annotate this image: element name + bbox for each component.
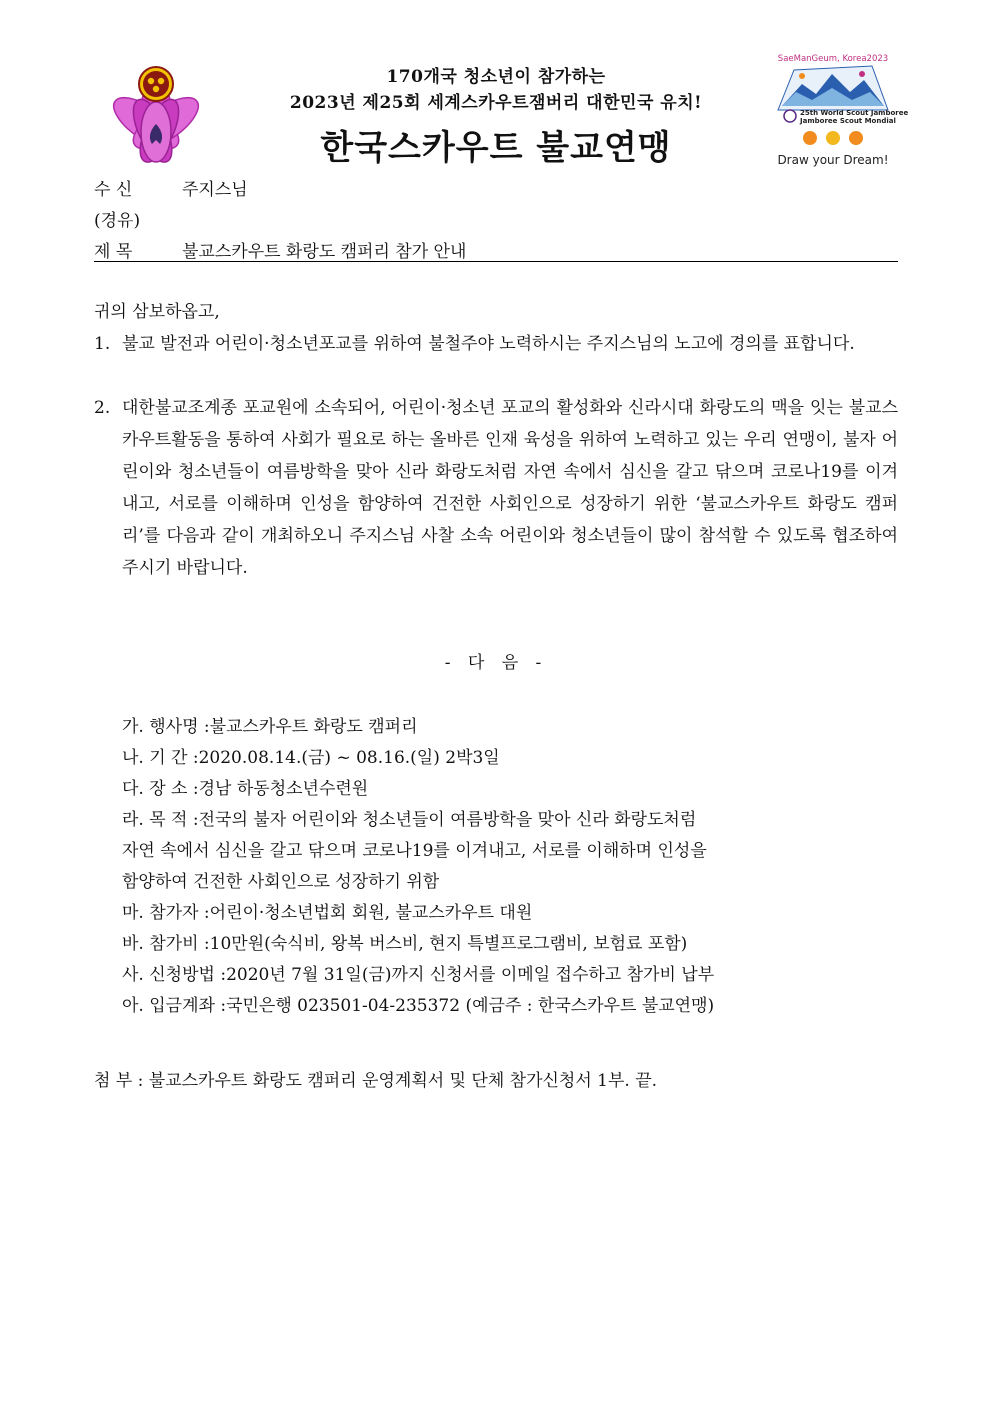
- subject-divider: [94, 261, 898, 262]
- jamboree-logo-line1: 25th World Scout Jamboree: [800, 109, 909, 117]
- recipient-label: 수 신: [94, 180, 133, 200]
- via-field: (경유): [94, 211, 141, 231]
- paragraph-1-text: 불교 발전과 어린이·청소년포교를 위하여 불철주야 노력하시는 주지스님의 노고에 경의를 표합니다.: [122, 334, 855, 354]
- jamboree-logo-slogan: Draw your Dream!: [777, 153, 889, 167]
- header-line-2: 2023년 제25회 세계스카우트잼버리 대한민국 유치!: [289, 93, 703, 113]
- list-item-name: [122, 712, 902, 743]
- item-key: 마. 참가자 :: [122, 903, 210, 923]
- paragraph-1: [94, 328, 898, 360]
- event-details-list: [122, 712, 902, 1022]
- org-title: 한국스카우트 불교연맹: [320, 128, 672, 168]
- paragraph-1-number: 1.: [94, 334, 111, 354]
- item-value: 경남 하동청소년수련원: [198, 779, 369, 799]
- subject-field: [94, 237, 466, 262]
- paragraph-2-number: 2.: [94, 398, 111, 418]
- attachment-line: 첨 부 : 불교스카우트 화랑도 캠퍼리 운영계획서 및 단체 참가신청서 1부. 끝.: [94, 1071, 658, 1091]
- item-value: 불교스카우트 화랑도 캠퍼리: [209, 717, 418, 737]
- list-item-purpose-cont-1: 자연 속에서 심신을 갈고 닦으며 코로나19를 이겨내고, 서로를 이해하며 인성을: [122, 841, 707, 861]
- jamboree-logo-top-text: SaeManGeum, Korea2023: [777, 54, 889, 64]
- item-key: 아. 입금계좌 :: [122, 996, 227, 1016]
- subject-label: 제 목: [94, 242, 133, 262]
- paragraph-2: [94, 392, 898, 584]
- list-item-purpose: [122, 805, 902, 836]
- item-value: 국민은행 023501-04-235372 (예금주 : 한국스카우트 불교연맹): [226, 996, 715, 1016]
- recipient-value: 주지스님: [182, 180, 248, 200]
- item-value: 2020년 7월 31일(금)까지 신청서를 이메일 접수하고 참가비 납부: [226, 965, 715, 985]
- item-key: 바. 참가비 :: [122, 934, 210, 954]
- item-key: 가. 행사명 :: [122, 717, 210, 737]
- header-line-1: 170개국 청소년이 참가하는: [386, 67, 606, 87]
- item-value: 2020.08.14.(금) ~ 08.16.(일) 2박3일: [198, 748, 500, 768]
- list-item-place: [122, 774, 902, 805]
- subject-value: 불교스카우트 화랑도 캠퍼리 참가 안내: [182, 242, 467, 262]
- list-item-period: [122, 743, 902, 774]
- item-key: 다. 장 소 :: [122, 779, 199, 799]
- item-key: 나. 기 간 :: [122, 748, 199, 768]
- item-value: 전국의 불자 어린이와 청소년들이 여름방학을 맞아 신라 화랑도처럼: [198, 810, 697, 830]
- list-item-participants: [122, 898, 902, 929]
- jamboree-logo-line2: Jamboree Scout Mondial: [800, 117, 896, 125]
- dagum-heading: - 다 음 -: [444, 653, 548, 673]
- item-key: 사. 신청방법 :: [122, 965, 227, 985]
- recipient-field: [94, 175, 248, 200]
- list-item-purpose-cont-2: 함양하여 건전한 사회인으로 성장하기 위함: [122, 872, 440, 892]
- list-item-account: [122, 991, 902, 1022]
- list-item-application: [122, 960, 902, 991]
- item-value: 10만원(숙식비, 왕복 버스비, 현지 특별프로그램비, 보험료 포함): [209, 934, 688, 954]
- greeting: 귀의 삼보하옵고,: [94, 302, 220, 322]
- item-key: 라. 목 적 :: [122, 810, 199, 830]
- item-value: 어린이·청소년법회 회원, 불교스카우트 대원: [209, 903, 533, 923]
- paragraph-2-text: 대한불교조계종 포교원에 소속되어, 어린이·청소년 포교의 활성화와 신라시대 화랑도의 맥을 잇는 불교스카우트활동을 통하여 사회가 필요로 하는 올바른 인재 육성을 위하여 노력하고 있는 우리 연맹이, 불자 어린이와 청소년들이 여름방학을 맞아 신라 화랑도처럼 자연 속에서 심신을 갈고 닦으며 코로나19를 이겨내고, 서로를 이해하며 인성을 함양하여 건전한 사회인으로 성장하기 위한 ‘불교스카우트 화랑도 캠퍼리’를 다음과 같이 개최하오니 주지스님 사찰 소속 어린이와 청소년들이 많이 참석할 수 있도록 협조하여 주시기 바랍니다.: [122, 398, 898, 578]
- list-item-fee: [122, 929, 902, 960]
